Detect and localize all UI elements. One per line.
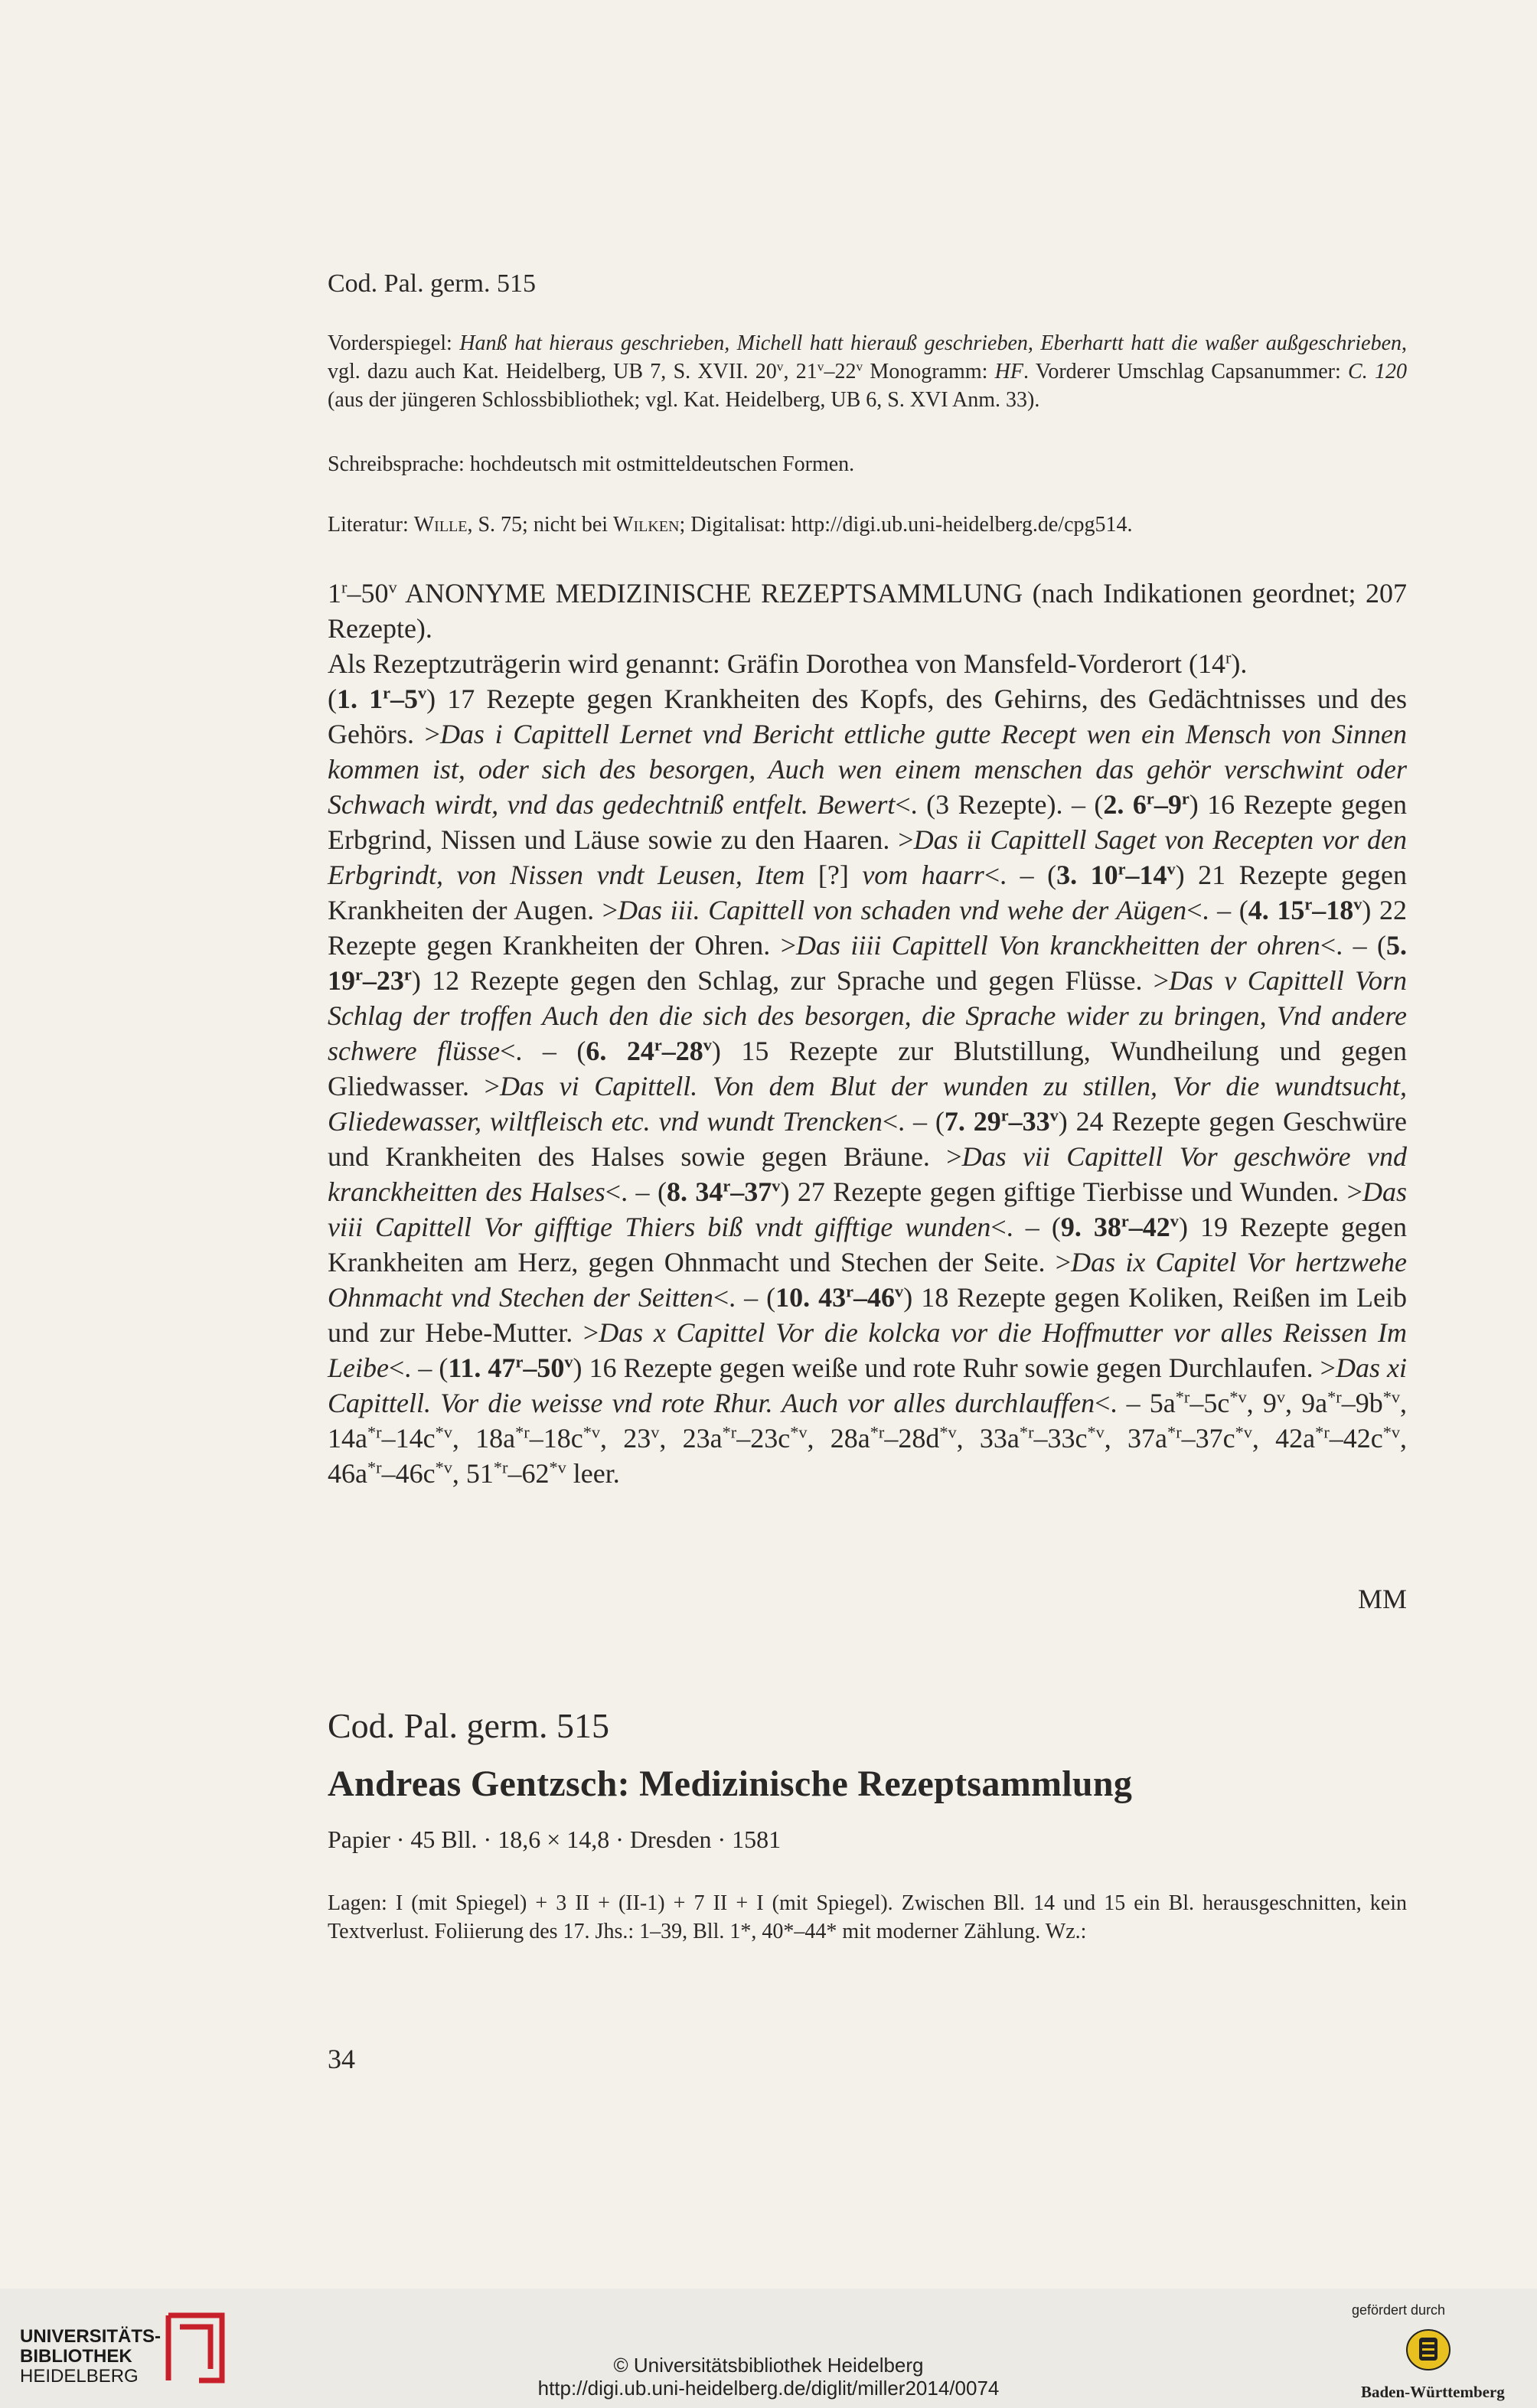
author-initials: MM <box>1357 1584 1407 1614</box>
gefoerdert-label: gefördert durch <box>1352 2302 1446 2318</box>
literatur: Literatur: Wille, S. 75; nicht bei Wilken; Digitalisat: http://digi.ub.uni-heidelberg.de/cpg514. <box>328 513 1133 537</box>
section-subtitle: Papier · 45 Bll. · 18,6 × 14,8 · Dresden · 1581 <box>328 1826 782 1853</box>
digitalisat-link[interactable]: http://digi.ub.uni-heidelberg.de/diglit/miller2014/0074 <box>537 2377 1000 2400</box>
lagen-text: Lagen: I (mit Spiegel) + 3 II + (II-1) + 7 II + I (mit Spiegel). Zwischen Bll. 14 und 15 ein Bl. herausgeschnitten, kein Textverlust. Foliierung des 17. Jhs.: 1–39, Bll. 1*, 40*–44* mit moderner Zählung. Wz.: <box>328 1891 1407 1943</box>
schreibsprache: Schreibsprache: hochdeutsch mit ostmitteldeutschen Formen. <box>328 452 855 476</box>
bw-coat-of-arms-icon <box>1405 2327 1451 2373</box>
vorderspiegel-note: Vorderspiegel: Hanß hat hieraus geschrieben, Michell hatt hierauß geschrieben, Eberhartt hatt die waßer außgeschrieben, vgl. dazu auch Kat. Heidelberg, UB 7, S. XVII. 20$^v$, 21$^v$–22$^v$ Monogramm: HF. Vorderer Umschlag Capsanummer: C. 120 (aus der jüngeren Schlossbibliothek; vgl. Kat. Heidelberg, UB 6, S. XVI Anm. 33). <box>328 331 1408 412</box>
footer-copyright: © Universitätsbibliothek Heidelberg http://digi.ub.uni-heidelberg.de/diglit/miller2014/0074 <box>0 2354 1537 2400</box>
running-header: Cod. Pal. germ. 515 <box>328 269 536 298</box>
page-number: 34 <box>328 2044 355 2074</box>
section-heading: Andreas Gentzsch: Medizinische Rezeptsammlung <box>328 1764 1133 1804</box>
section-title: Cod. Pal. germ. 515 <box>328 1706 609 1745</box>
entry-text: 1$^r$–50$^v$ ANONYME MEDIZINISCHE REZEPTSAMMLUNG (nach Indikationen geordnet; 207 Rezepte). Als Rezeptzuträgerin wird genannt: Gräfin Dorothea von Mansfeld-Vorderort (14$^r$). (1. 1$^r$–5$^v$) 17 Rezepte gegen Krankheiten des Kopfs, des Gehirns, des Gedächtnisses und des Gehörs. >Das i Capittell Lernet vnd Bericht ettliche gutte Recept wen ein Mensch von Sinnen kommen ist, oder sich des besorgen, Auch wen einem menschen das gehör verschwint oder Schwach wirdt, vnd das gedechtniß entfelt. Bewert<. (3 Rezepte). – (2. 6$^r$–9$^r$) 16 Rezepte gegen Erbgrind, Nissen und Läuse sowie zu den Haaren. >Das ii Capittell Saget von Recepten vor den Erbgrindt, von Nissen vndt Leusen, Item [?] vom haarr<. – (3. 10$^r$–14$^v$) 21 Rezepte gegen Krankheiten der Augen. >Das iii. Capittell von schaden vnd wehe der Aügen<. – (4. 15$^r$–18$^v$) 22 Rezepte gegen Krankheiten der Ohren. >Das iiii Capittell Von kranckheitten der ohren<. – (5. 19$^r$–23$^r$) 12 Rezepte gegen den Schlag, zur Sprache und gegen Flüsse. >Das v Capittell Vorn Schlag der troffen Auch den die sich des besorgen, die Sprache wider zu bringen, Vnd andere schwere flüsse<. – (6. 24$^r$–28$^v$) 15 Rezepte zur Blutstillung, Wundheilung und gegen Gliedwasser. >Das vi Capittell. Von dem Blut der wunden zu stillen, Vor die wundtsucht, Gliedewasser, wiltfleisch etc. vnd wundt Trencken<. – (7. 29$^r$–33$^v$) 24 Rezepte gegen Geschwüre und Krankheiten des Halses sowie gegen Bräune. >Das vii Capittell Vor geschwöre vnd kranckheitten des Halses<. – (8. 34$^r$–37$^v$) 27 Rezepte gegen giftige Tierbisse und Wunden. >Das viii Capittell Vor gifftige Thiers biß vndt gifftige wunden<. – (9. 38$^r$–42$^v$) 19 Rezepte gegen Krankheiten am Herz, gegen Ohnmacht und Stechen der Seite. >Das ix Capitel Vor hertzwehe Ohnmacht vnd Stechen der Seitten<. – (10. 43$^r$–46$^v$) 18 Rezepte gegen Koliken, Reißen im Leib und zur Hebe-Mutter. >Das x Capittel Vor die kolcka vor die Hoffmutter vor alles Reissen Im Leibe<. – (11. 47$^r$–50$^v$) 16 Rezepte gegen weiße und rote Ruhr sowie gegen Durchlaufen. >Das xi Capittell. Vor die weisse vnd rote Rhur. Auch vor alles durchlauffen<. – $5a^{*r}-5c^{*v}$, 9$^v$, $9a^{*r}-9b^{*v}$, $14a^{*r}-14c^{*v}$, $18a^{*r}-18c^{*v}$, 23$^v$, $23a^{*r}-23c^{*v}$, $28a^{*r}-28d^{*v}$, $33a^{*r}-33c^{*v}$, $37a^{*r}-37c^{*v}$, $42a^{*r}-42c^{*v}$, $46a^{*r}-46c^{*v}$, 51$^{*r}$–62$^{*v}$ leer. <box>328 576 1407 1491</box>
entry-body: (1. 1$^r$–5$^v$) 17 Rezepte gegen Krankheiten des Kopfs, des Gehirns, des Gedächtnisses und des Gehörs. >Das i Capittell Lernet vnd Bericht ettliche gutte Recept wen ein Mensch von Sinnen kommen ist, oder sich des besorgen, Auch wen einem menschen das gehör verschwint oder Schwach wirdt, vnd das gedechtniß entfelt. Bewert<. (3 Rezepte). – (2. 6$^r$–9$^r$) 16 Rezepte gegen Erbgrind, Nissen und Läuse sowie zu den Haaren. >Das ii Capittell Saget von Recepten vor den Erbgrindt, von Nissen vndt Leusen, Item [?] vom haarr<. – (3. 10$^r$–14$^v$) 21 Rezepte gegen Krankheiten der Augen. >Das iii. Capittell von schaden vnd wehe der Aügen<. – (4. 15$^r$–18$^v$) 22 Rezepte gegen Krankheiten der Ohren. >Das iiii Capittell Von kranckheitten der ohren<. – (5. 19$^r$–23$^r$) 12 Rezepte gegen den Schlag, zur Sprache und gegen Flüsse. >Das v Capittell Vorn Schlag der troffen Auch den die sich des besorgen, die Sprache wider zu bringen, Vnd andere schwere flüsse<. – (6. 24$^r$–28$^v$) 15 Rezepte zur Blutstillung, Wundheilung und gegen Gliedwasser. >Das vi Capittell. Von dem Blut der wunden zu stillen, Vor die wundtsucht, Gliedewasser, wiltfleisch etc. vnd wundt Trencken<. – (7. 29$^r$–33$^v$) 24 Rezepte gegen Geschwüre und Krankheiten des Halses sowie gegen Bräune. >Das vii Capittell Vor geschwöre vnd kranckheitten des Halses<. – (8. 34$^r$–37$^v$) 27 Rezepte gegen giftige Tierbisse und Wunden. >Das viii Capittell Vor gifftige Thiers biß vndt gifftige wunden<. – (9. 38$^r$–42$^v$) 19 Rezepte gegen Krankheiten am Herz, gegen Ohnmacht und Stechen der Seite. >Das ix Capitel Vor hertzwehe Ohnmacht vnd Stechen der Seitten<. – (10. 43$^r$–46$^v$) 18 Rezepte gegen Koliken, Reißen im Leib und zur Hebe-Mutter. >Das x Capittel Vor die kolcka vor die Hoffmutter vor alles Reissen Im Leibe<. – (11. 47$^r$–50$^v$) 16 Rezepte gegen weiße und rote Ruhr sowie gegen Durchlaufen. >Das xi Capittell. Vor die weisse vnd rote Rhur. Auch vor alles durchlauffen<. – $5a^{*r}-5c^{*v}$, 9$^v$, $9a^{*r}-9b^{*v}$, $14a^{*r}-14c^{*v}$, $18a^{*r}-18c^{*v}$, 23$^v$, $23a^{*r}-23c^{*v}$, $28a^{*r}-28d^{*v}$, $33a^{*r}-33c^{*v}$, $37a^{*r}-37c^{*v}$, $42a^{*r}-42c^{*v}$, $46a^{*r}-46c^{*v}$, 51$^{*r}$–62$^{*v}$ leer. <box>328 683 1408 1489</box>
bw-label: Baden-Württemberg <box>1361 2383 1505 2401</box>
ub-heidelberg-wordmark[interactable]: UNIVERSITÄTS- BIBLIOTHEK HEIDELBERG <box>20 2326 162 2387</box>
